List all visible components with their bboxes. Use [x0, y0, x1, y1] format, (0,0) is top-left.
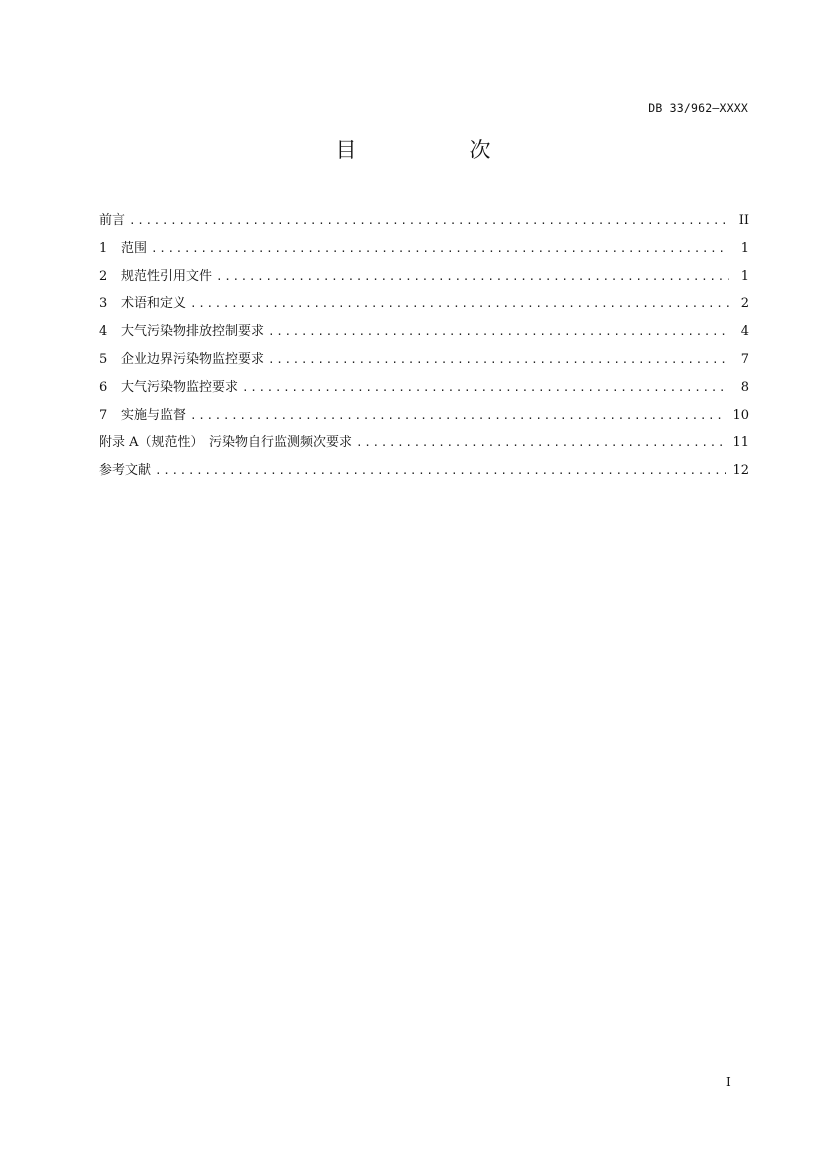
toc-entry-annex-title: 污染物自行监测频次要求: [209, 435, 353, 451]
toc-entry-number: 4: [99, 324, 108, 340]
toc-entry-page: 1: [740, 268, 749, 284]
toc-entry-page: 12: [732, 463, 749, 479]
toc-entry-page: 7: [740, 351, 749, 367]
toc-entry-bibliography[interactable]: [99, 457, 749, 485]
toc-entry-page: 10: [732, 407, 749, 423]
toc-entry-scope[interactable]: [99, 235, 749, 263]
toc-dot-leader: [190, 402, 726, 430]
toc-entry-page: 11: [732, 435, 749, 451]
toc-dot-leader: [129, 207, 729, 235]
toc-entry-page: 8: [740, 379, 749, 395]
toc-entry-label: 术语和定义: [121, 296, 187, 312]
toc-entry-number: 7: [99, 407, 108, 423]
toc-entry-label: 实施与监督: [121, 407, 187, 423]
toc-entry-label: 前言: [99, 213, 126, 228]
toc-entry-implementation[interactable]: [99, 402, 749, 430]
toc-entry-foreword[interactable]: [99, 207, 749, 235]
toc-entry-normative-references[interactable]: [99, 263, 749, 291]
toc-entry-number: 6: [99, 379, 108, 395]
toc-dot-leader: [151, 235, 729, 263]
toc-dot-leader: [356, 429, 726, 457]
toc-entry-label: 规范性引用文件: [121, 268, 213, 284]
toc-entry-page: 4: [740, 324, 749, 340]
toc-entry-pollutant-monitoring[interactable]: [99, 374, 749, 402]
toc-entry-number: 5: [99, 351, 108, 367]
toc-entry-label: 企业边界污染物监控要求: [121, 351, 265, 367]
toc-entry-page: II: [738, 213, 749, 228]
toc-entry-annex-a[interactable]: [99, 429, 749, 457]
toc-entry-boundary-monitoring[interactable]: [99, 346, 749, 374]
toc-dot-leader: [268, 346, 729, 374]
toc-dot-leader: [216, 263, 729, 291]
toc-dot-leader: [268, 318, 729, 346]
toc-dot-leader: [190, 290, 729, 318]
table-of-contents: [99, 207, 749, 485]
toc-entry-label: 大气污染物排放控制要求: [121, 324, 265, 340]
toc-entry-emission-control[interactable]: [99, 318, 749, 346]
page-number: I: [726, 1075, 731, 1089]
toc-entry-number: 1: [99, 240, 108, 256]
page-title: 目 次: [335, 138, 537, 162]
toc-entry-label: 参考文献: [99, 463, 152, 479]
toc-entry-label: 范围: [121, 240, 148, 256]
toc-dot-leader: [155, 457, 726, 485]
toc-entry-number: 2: [99, 268, 108, 284]
toc-entry-number: 3: [99, 296, 108, 312]
toc-dot-leader: [242, 374, 729, 402]
toc-entry-label: 附录 A（规范性）: [99, 435, 204, 451]
document-code: DB 33/962—XXXX: [648, 101, 748, 115]
toc-entry-page: 2: [740, 296, 749, 312]
toc-entry-terms-definitions[interactable]: [99, 290, 749, 318]
toc-entry-page: 1: [740, 240, 749, 256]
toc-entry-label: 大气污染物监控要求: [121, 379, 239, 395]
